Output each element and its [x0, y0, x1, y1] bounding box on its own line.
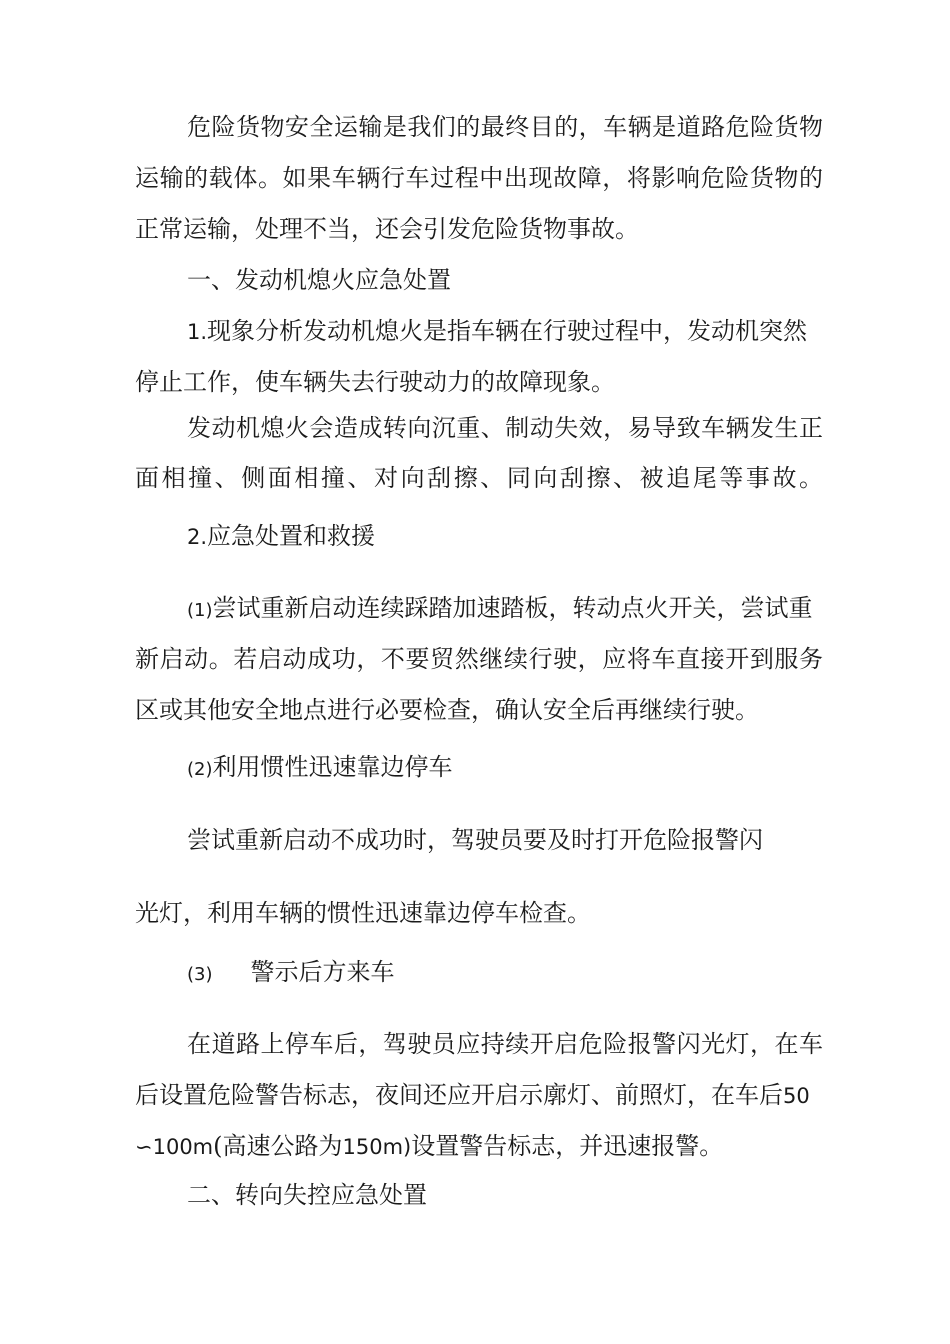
step-3-body-line-3 — [135, 1130, 723, 1163]
step-3-body-line-3-text: 设置警告标志，并迅速报警。 — [411, 1132, 724, 1160]
step-1-number: (1) — [187, 600, 213, 621]
step-3-text: 警示后方来车 — [250, 958, 395, 986]
step-2-text: 利用惯性迅速靠边停车 — [212, 753, 453, 781]
step-2-number: (2) — [187, 759, 213, 780]
paragraph-2-line-1: 发动机熄火会造成转向沉重、制动失效，易导致车辆发生正 — [187, 414, 823, 442]
step-1-line-1 — [187, 592, 813, 627]
step-3-heading — [187, 956, 395, 991]
step-1-text: 尝试重新启动连续踩踏加速踏板，转动点火开关，尝试重 — [212, 594, 813, 622]
paragraph-3-text: 应急处置和救援 — [207, 522, 376, 550]
highway-distance: 150m) — [342, 1135, 412, 1159]
step-2-body-line-2: 光灯，利用车辆的惯性迅速靠边停车检查。 — [135, 899, 591, 927]
step-3-number: (3) — [187, 964, 213, 985]
step-3-body-line-2-text: 后设置危险警告标志，夜间还应开启示廓灯、前照灯，在车后 — [135, 1081, 783, 1109]
step-3-body-line-1: 在道路上停车后，驾驶员应持续开启危险报警闪光灯，在车 — [187, 1030, 823, 1058]
section-1-heading: 一、发动机熄火应急处置 — [187, 266, 451, 294]
distance-start: 50 — [783, 1084, 810, 1108]
step-2-heading — [187, 751, 453, 786]
highway-note: (高速公路为 — [213, 1132, 343, 1160]
paragraph-1-number: 1. — [187, 320, 208, 344]
section-2-heading: 二、转向失控应急处置 — [187, 1181, 427, 1209]
paragraph-3-number: 2. — [187, 525, 208, 549]
step-3-body-line-2 — [135, 1079, 810, 1112]
paragraph-1-text: 现象分析发动机熄火是指车辆在行驶过程中，发动机突然 — [207, 317, 808, 345]
intro-line-1: 危险货物安全运输是我们的最终目的，车辆是道路危险货物 — [187, 113, 823, 141]
paragraph-1-line-2: 停止工作，使车辆失去行驶动力的故障现象。 — [135, 368, 615, 396]
step-1-line-3: 区或其他安全地点进行必要检查，确认安全后再继续行驶。 — [135, 696, 759, 724]
paragraph-3-heading — [187, 520, 375, 553]
intro-line-2: 运输的载体。如果车辆行车过程中出现故障，将影响危险货物的 — [135, 164, 823, 192]
distance-range: ∽100m — [135, 1135, 214, 1159]
step-2-body-line-1: 尝试重新启动不成功时，驾驶员要及时打开危险报警闪 — [187, 826, 763, 854]
paragraph-2-line-2: 面相撞、侧面相撞、对向刮擦、同向刮擦、被追尾等事故。 — [135, 464, 823, 492]
intro-line-3: 正常运输，处理不当，还会引发危险货物事故。 — [135, 215, 639, 243]
paragraph-1-line-1 — [187, 315, 807, 348]
step-1-line-2: 新启动。若启动成功，不要贸然继续行驶，应将车直接开到服务 — [135, 645, 823, 673]
